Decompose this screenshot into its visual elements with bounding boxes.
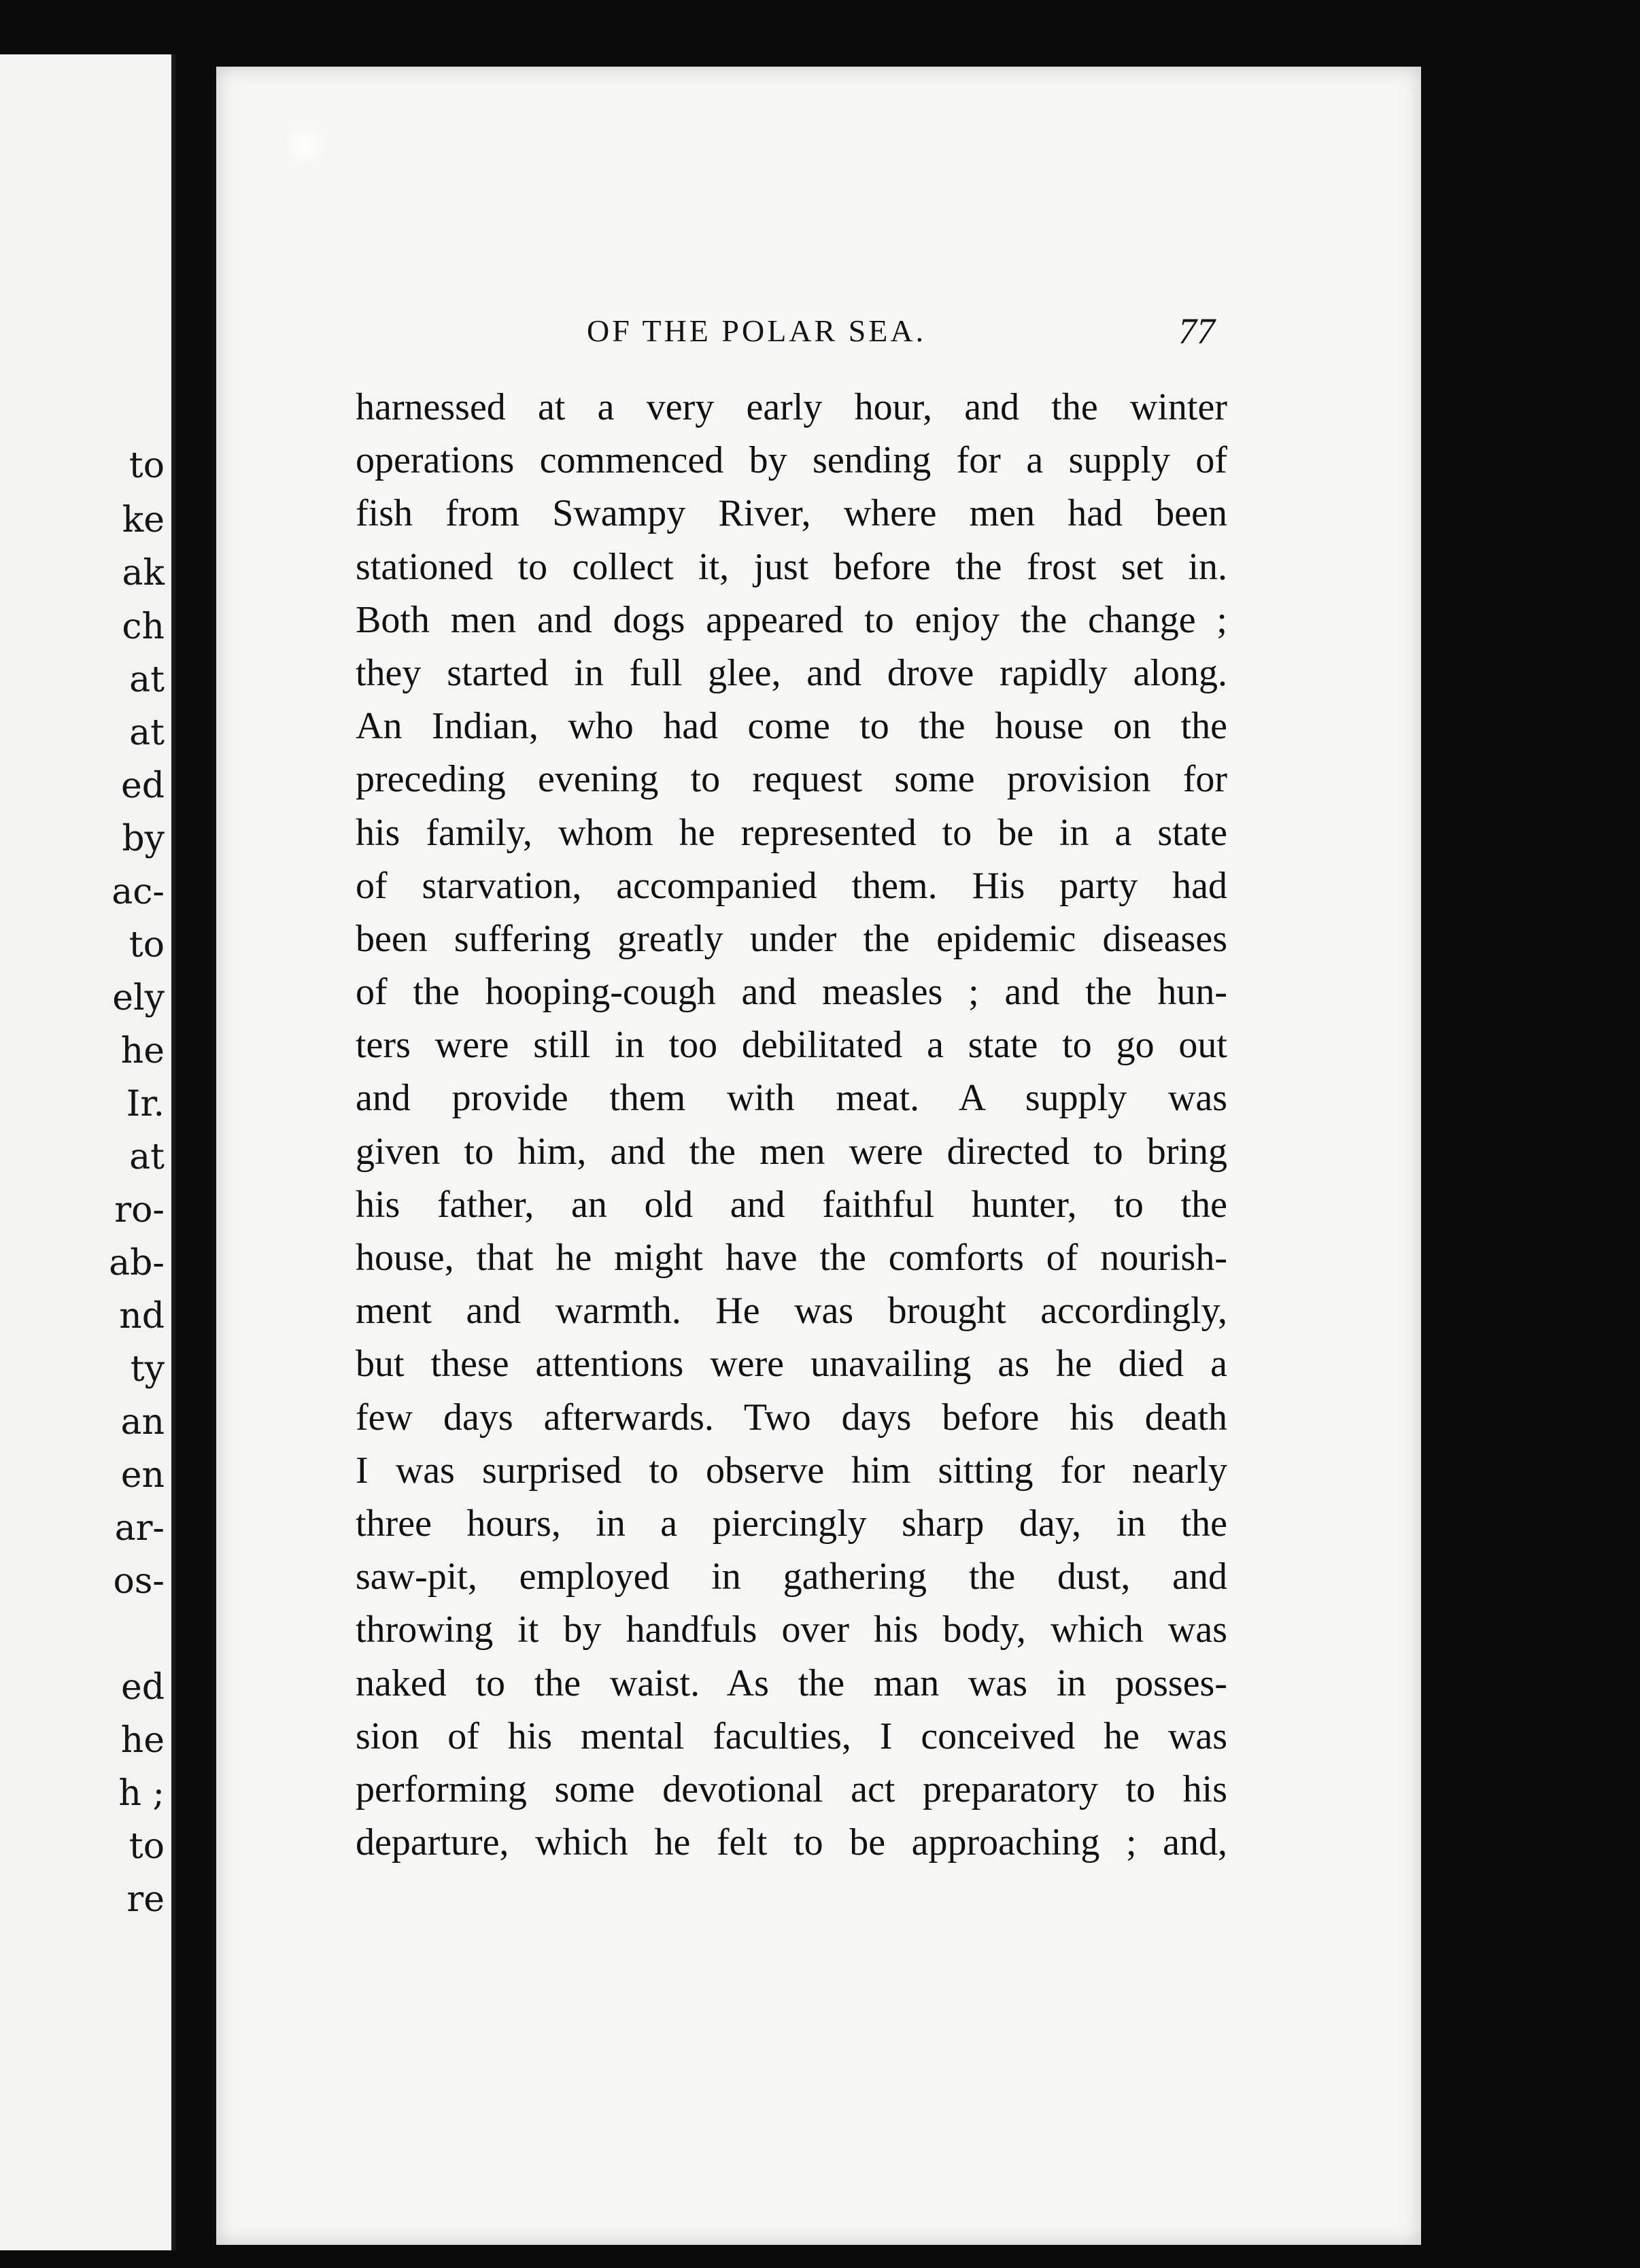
left-page-fragment: os- [113,1561,165,1602]
text-line: his father, an old and faithful hunter, to the [356,1183,1227,1226]
left-page-fragment: ely [112,978,165,1018]
left-page-fragment: to [129,445,165,486]
left-page-fragment: ed [120,1667,165,1708]
left-page-fragment: en [120,1455,165,1496]
body-text [356,381,1227,1869]
left-page-fragment: nd [119,1296,165,1337]
text-line: An Indian, who had come to the house on the [356,705,1227,748]
text-line: ters were still in too debilitated a state to go out [356,1024,1227,1067]
text-line: harnessed at a very early hour, and the winter [356,386,1227,428]
left-page-fragment: by [122,819,165,859]
text-line: his family, whom he represented to be in a state [356,811,1227,854]
text-line: but these attentions were unavailing as he died a [356,1343,1227,1386]
left-page-fragment: ak [122,553,165,594]
running-head [216,306,1421,360]
left-page-fragment: re [126,1879,165,1920]
text-line: preceding evening to request some provision for [356,758,1227,801]
text-line: departure, which he felt to be approaching ; and, [356,1821,1227,1864]
left-page-fragment: at [129,1137,165,1178]
text-line: three hours, in a piercingly sharp day, in the [356,1502,1227,1545]
left-page-fragment: at [129,712,165,753]
left-page-fragment: ty [130,1349,165,1390]
left-page-fragment: ar- [114,1508,165,1549]
left-page-fragment: he [120,1031,165,1071]
text-line: ment and warmth. He was brought accordingly, [356,1290,1227,1333]
left-page-fragment: h ; [118,1773,165,1814]
text-line: operations commenced by sending for a supply of [356,439,1227,482]
text-line: fish from Swampy River, where men had been [356,492,1227,535]
left-page-fragment: an [120,1402,165,1443]
text-line: given to him, and the men were directed to bring [356,1130,1227,1173]
text-line: stationed to collect it, just before the frost set in. [356,545,1227,588]
left-page-fragment: at [129,659,165,700]
left-page-fragment: ke [122,500,165,540]
left-page-fragment: ac- [112,872,165,912]
left-page-fragment: to [129,1826,165,1867]
left-facing-page [0,54,175,2250]
paper-blemish [281,121,328,169]
text-line: performing some devotional act preparatory to his [356,1768,1227,1810]
left-page-fragment: he [120,1720,165,1761]
text-line: I was surprised to observe him sitting for nearly [356,1449,1227,1492]
left-page-fragment: ro- [114,1190,165,1231]
left-page-fragment: ab- [109,1243,165,1284]
text-line: few days afterwards. Two days before his death [356,1396,1227,1439]
text-line: naked to the waist. As the man was in posses- [356,1662,1227,1704]
text-line: they started in full glee, and drove rapidly along. [356,651,1227,694]
page-number: 77 [1178,311,1215,351]
text-line: saw-pit, employed in gathering the dust, and [356,1556,1227,1598]
text-line: Both men and dogs appeared to enjoy the change ; [356,598,1227,641]
left-page-fragment: to [129,925,165,965]
text-line: been suffering greatly under the epidemic diseases [356,917,1227,960]
text-line: of starvation, accompanied them. His party had [356,864,1227,907]
text-line: throwing it by handfuls over his body, which was [356,1609,1227,1651]
text-line: house, that he might have the comforts of nourish- [356,1237,1227,1279]
text-line: of the hooping-cough and measles ; and the hun- [356,971,1227,1014]
left-page-fragment: ch [122,606,165,647]
running-head-title: OF THE POLAR SEA. [587,313,927,348]
text-line: and provide them with meat. A supply was [356,1077,1227,1120]
left-page-fragment: Ir. [126,1084,165,1124]
left-page-fragment: ed [120,766,165,806]
text-line: sion of his mental faculties, I conceived he was [356,1715,1227,1757]
book-page [216,67,1421,2245]
